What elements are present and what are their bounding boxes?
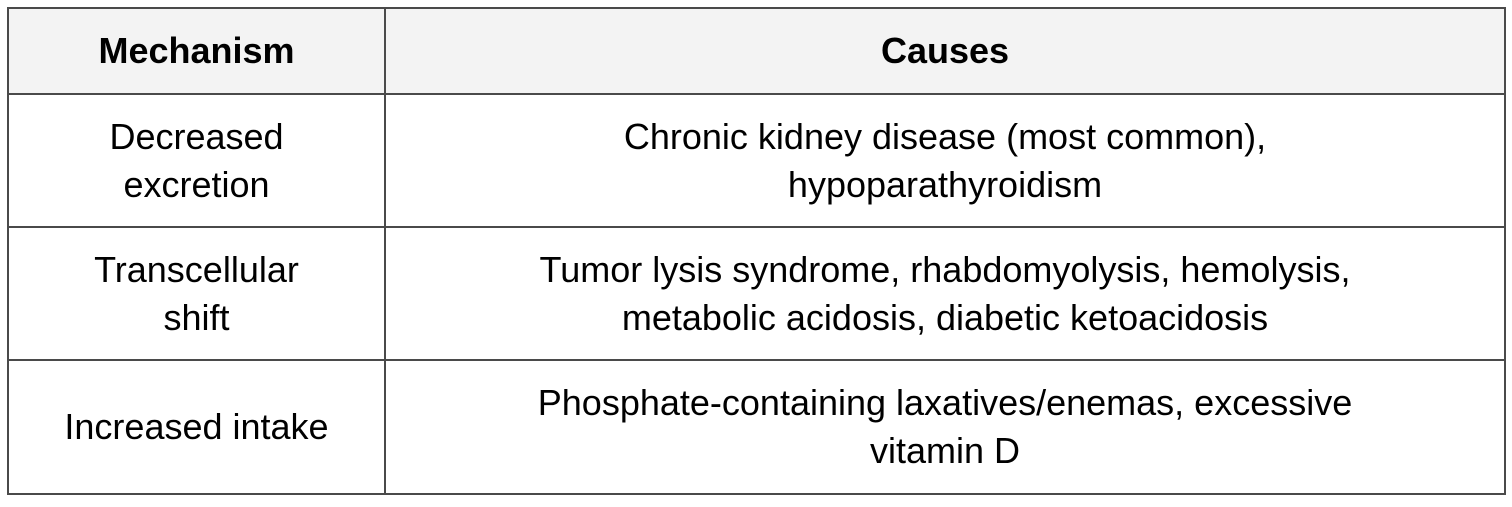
causes-line: Tumor lysis syndrome, rhabdomyolysis, hemolysis, <box>539 248 1351 290</box>
mechanism-line: shift <box>163 296 230 338</box>
mechanism-line: Increased intake <box>64 406 329 447</box>
mechanism-line: excretion <box>123 163 270 205</box>
mechanism-line: Transcellular <box>94 248 299 290</box>
phosphate-causes-table-container <box>7 7 1504 495</box>
mechanism-cell <box>8 227 385 360</box>
header-causes: Causes <box>385 8 1505 94</box>
causes-line: Chronic kidney disease (most common), <box>623 115 1267 157</box>
mechanism-cell <box>8 360 385 494</box>
causes-line: Phosphate-containing laxatives/enemas, excessive <box>537 382 1353 423</box>
table-row <box>8 227 1505 360</box>
causes-cell <box>385 227 1505 360</box>
causes-line: vitamin D <box>869 430 1021 471</box>
mechanism-line: Decreased <box>109 115 284 157</box>
header-mechanism: Mechanism <box>8 8 385 94</box>
causes-cell <box>385 360 1505 494</box>
causes-line: hypoparathyroidism <box>787 163 1103 205</box>
phosphate-causes-table <box>7 7 1506 495</box>
table-row <box>8 94 1505 227</box>
table-header-row <box>8 8 1505 94</box>
causes-line: metabolic acidosis, diabetic ketoacidosis <box>621 296 1269 338</box>
mechanism-cell <box>8 94 385 227</box>
table-row <box>8 360 1505 494</box>
causes-cell <box>385 94 1505 227</box>
